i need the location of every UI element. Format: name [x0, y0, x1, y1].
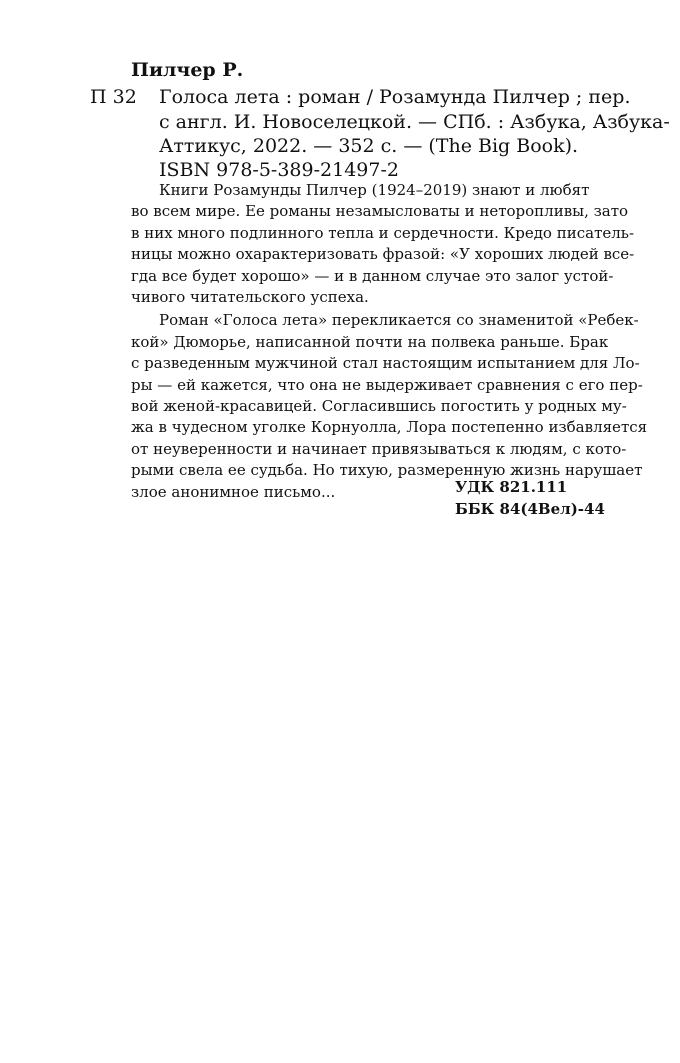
annotation-line: с разведенным мужчиной стал настоящим испытанием для Ло- — [131, 354, 640, 373]
call-code: П 32 — [90, 86, 137, 108]
bibliographic-line: с англ. И. Новоселецкой. — СПб. : Азбука, Азбука- — [159, 110, 670, 133]
annotation-line: чивого читательского успеха. — [131, 288, 369, 307]
isbn: ISBN 978-5-389-21497-2 — [159, 159, 399, 181]
annotation-line: в них много подлинного тепла и сердечности. Кредо писатель- — [131, 223, 635, 242]
annotation — [131, 180, 648, 505]
bibliographic-line: Аттикус, 2022. — 352 с. — (The Big Book). — [159, 135, 579, 157]
annotation-paragraph — [131, 310, 648, 503]
bibliographic-line: Голоса лета : роман / Розамунда Пилчер ; пер. — [159, 86, 631, 108]
udk-code: УДК 821.111 — [455, 478, 568, 496]
annotation-line: во всем мире. Ее романы незамысловаты и неторопливы, зато — [131, 202, 629, 221]
annotation-paragraph — [131, 180, 635, 308]
annotation-line: жа в чудесном уголке Корнуолла, Лора постепенно избавляется — [131, 418, 648, 437]
annotation-line: вой женой-красавицей. Согласившись погостить у родных му- — [131, 397, 627, 416]
annotation-line: Книги Розамунды Пилчер (1924–2019) знают и любят — [159, 181, 590, 199]
annotation-line: от неуверенности и начинает привязываться к людям, с кото- — [131, 439, 627, 458]
author-heading: Пилчер Р. — [131, 59, 244, 81]
annotation-line: ницы можно охарактеризовать фразой: «У хороших людей все- — [131, 245, 635, 264]
annotation-line: ры — ей кажется, что она не выдерживает сравнения с его пер- — [131, 375, 643, 394]
annotation-line: злое анонимное письмо... — [131, 482, 336, 501]
annotation-line: Роман «Голоса лета» перекликается со знаменитой «Ребек- — [159, 311, 639, 330]
bibliographic-description — [159, 85, 670, 159]
classification-codes — [455, 476, 605, 520]
annotation-line: кой» Дюморье, написанной почти на полвека раньше. Брак — [131, 332, 609, 351]
annotation-line: гда все будет хорошо» — и в данном случае это залог устой- — [131, 266, 614, 285]
bbk-code: ББК 84(4Вел)-44 — [455, 500, 605, 518]
annotation-line: рыми свела ее судьба. Но тихую, размеренную жизнь нарушает — [131, 461, 643, 480]
